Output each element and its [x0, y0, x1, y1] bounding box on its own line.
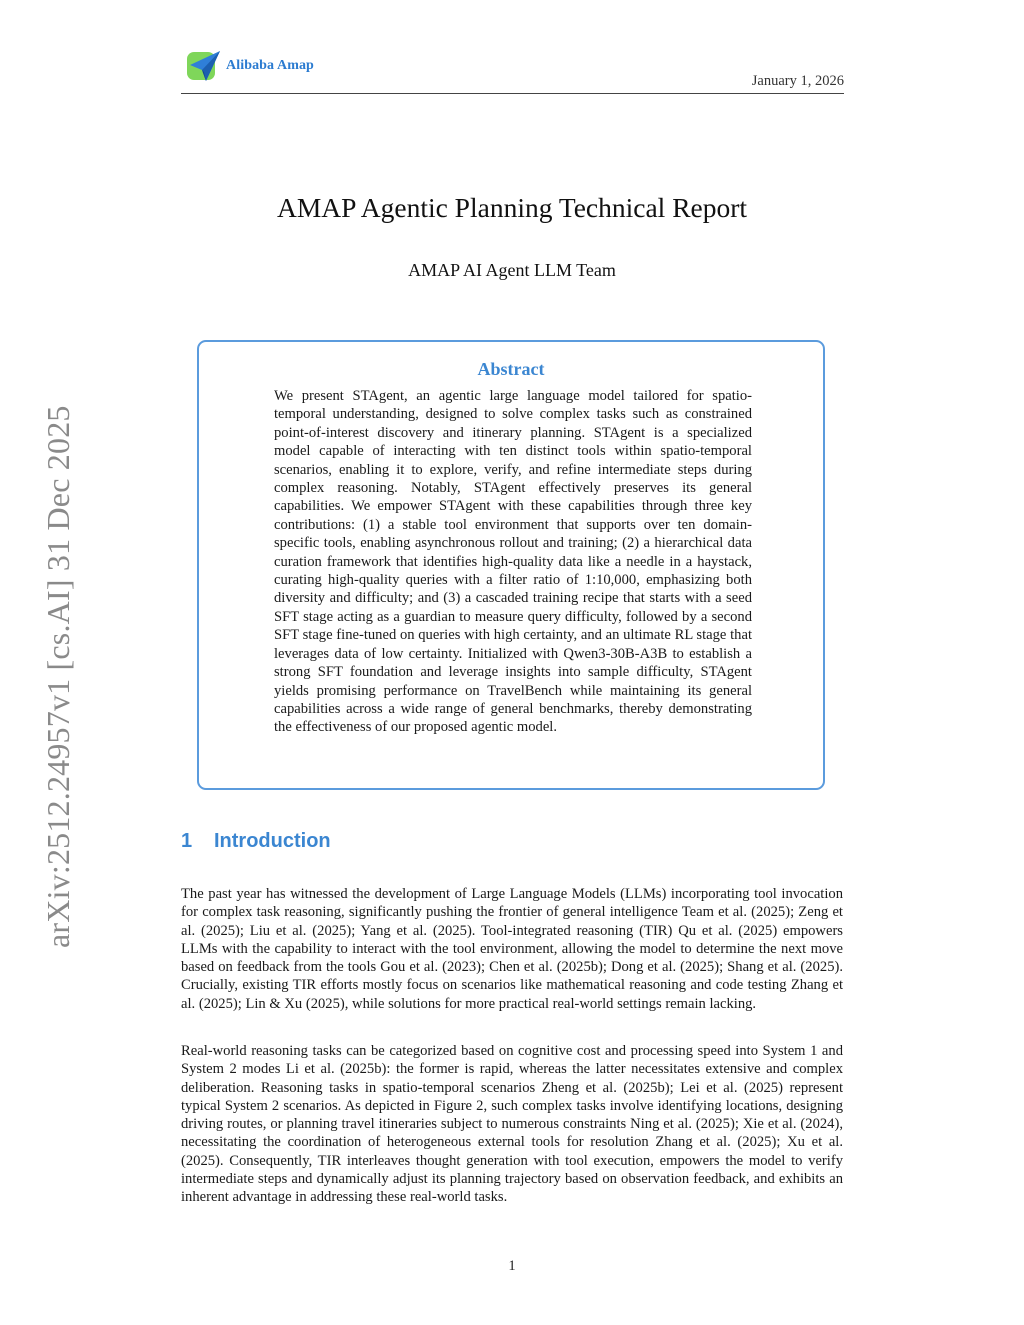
paper-title: AMAP Agentic Planning Technical Report [276, 192, 748, 223]
body-paragraph: The past year has witnessed the development of Large Language Models (LLMs) incorporating tool invocation for complex task reasoning, significantly pushing the frontier of general intelligence Team et al. (2025); Zeng et al. (2025); Liu et al. (2025); Yang et al. (2025). Tool-integrated reasoning (TIR) Qu et al. (2025) empowers LLMs with the capability to interact with the tool environment, allowing the model to determine the next move based on feedback from the tools Gou et al. (2023); Chen et al. (2025b); Dong et al. (2025); Shang et al. (2025). Crucially, existing TIR efforts mostly focus on scenarios like mathematical reasoning and code testing Zhang et al. (2025); Lin & Xu (2025), while solutions for more practical real-world settings remain lacking. [181, 886, 843, 1012]
header-divider [181, 93, 844, 94]
logo-text: Alibaba Amap [226, 58, 314, 73]
abstract-text: We present STAgent, an agentic large language model tailored for spatio-temporal understanding, designed to solve complex tasks such as constrained point-of-interest discovery and itinerary planning. STAgent is a specialized model capable of interacting with ten distinct tools within spatio-temporal scenarios, enabling it to explore, verify, and refine intermediate steps during complex reasoning. Notably, STAgent effectively preserves its general capabilities. We empower STAgent with these capabilities through three key contributions: (1) a stable tool environment that supports over ten domain-specific tools, enabling asynchronous rollout and training; (2) a hierarchical data curation framework that identifies high-quality data like a needle in a haystack, curating high-quality queries with a filter ratio of 1:10,000, emphasizing both diversity and difficulty; and (3) a cascaded training recipe that starts with a seed SFT stage acting as a guardian to measure query difficulty, followed by a second SFT stage fine-tuned on queries with high certainty, and an ultimate RL stage that leverages data of low certainty. Initialized with Qwen3-30B-A3B to establish a strong SFT foundation and leverage insights into sample difficulty, STAgent yields promising performance on TravelBench while maintaining its general capabilities across a wide range of general benchmarks, thereby demonstrating the effectiveness of our proposed agentic model. [274, 388, 752, 736]
header-date: January 1, 2026 [751, 73, 844, 89]
header-logo [186, 48, 314, 84]
paper-authors: AMAP AI Agent LLM Team [408, 260, 616, 280]
arxiv-identifier: arXiv:2512.24957v1 [cs.AI] 31 Dec 2025 [40, 405, 76, 948]
section-number: 1 [181, 830, 193, 852]
section-heading [181, 830, 331, 853]
abstract-heading: Abstract [477, 359, 545, 379]
paper-plane-icon [186, 48, 222, 84]
body-paragraph: Real-world reasoning tasks can be categorized based on cognitive cost and processing speed into System 1 and System 2 modes Li et al. (2025b): the former is rapid, whereas the latter necessitates extensive and complex deliberation. Reasoning tasks in spatio-temporal scenarios Zheng et al. (2025b); Lei et al. (2025) represent typical System 2 scenarios. As depicted in Figure 2, such complex tasks involve identifying locations, designing driving routes, or planning travel itineraries subject to numerous constraints Ning et al. (2025); Xie et al. (2024), necessitating the coordination of heterogeneous external tools for resolution Zhang et al. (2025); Xu et al. (2025). Consequently, TIR interleaves thought generation with tool execution, empowers the model to verify intermediate steps and dynamically adjust its planning trajectory based on observation feedback, and exhibits an inherent advantage in addressing these real-world tasks. [181, 1043, 843, 1206]
abstract-box [197, 340, 825, 790]
section-title: Introduction [214, 830, 331, 852]
page-number: 1 [508, 1258, 516, 1274]
